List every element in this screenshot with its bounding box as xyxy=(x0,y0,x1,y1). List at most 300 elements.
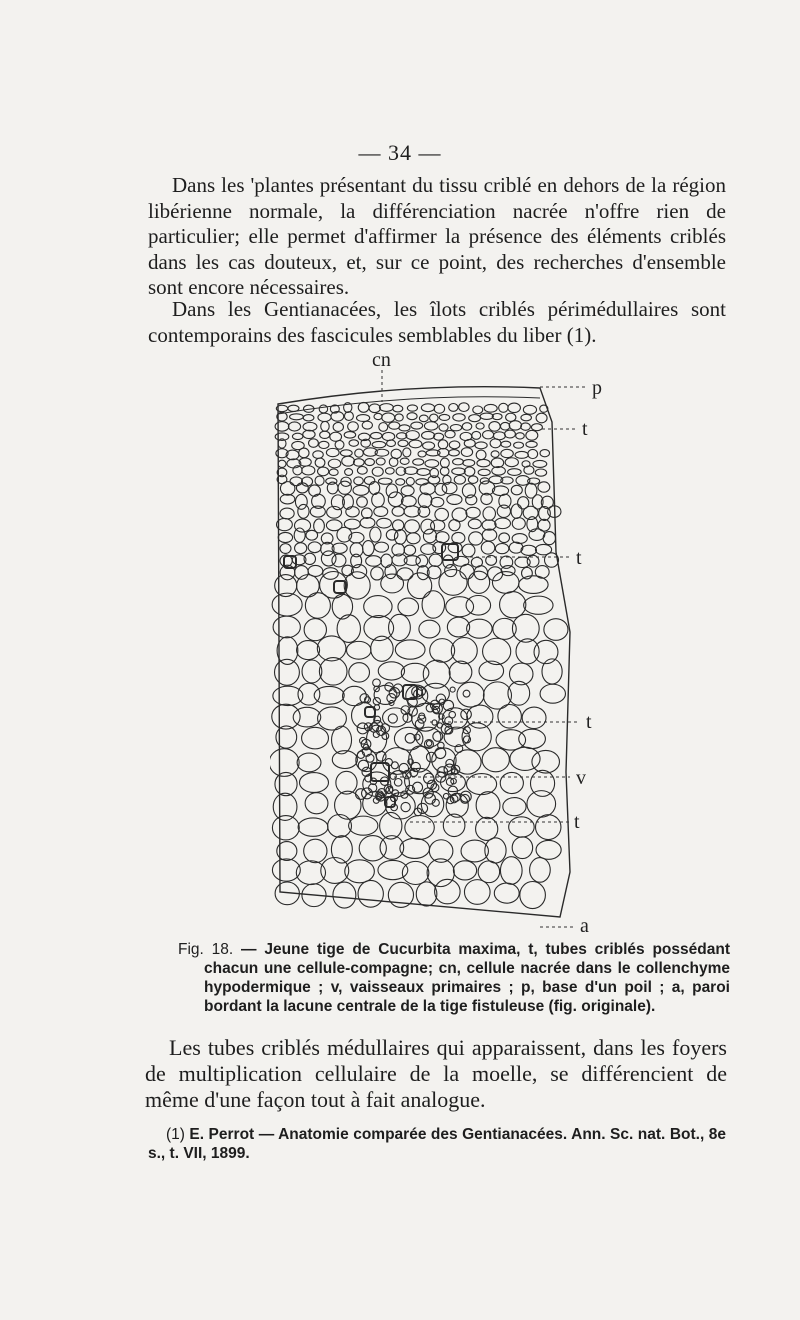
cell xyxy=(372,441,386,447)
cell xyxy=(443,555,454,568)
cell xyxy=(378,662,404,680)
cell xyxy=(454,750,481,774)
cell xyxy=(460,791,471,802)
cell xyxy=(468,519,481,529)
cell xyxy=(516,433,525,439)
cell xyxy=(475,442,487,449)
cell xyxy=(464,439,475,447)
cell xyxy=(483,507,495,520)
cell xyxy=(498,704,522,728)
cell xyxy=(430,414,439,422)
cell xyxy=(418,451,426,457)
cell xyxy=(329,469,338,476)
cell xyxy=(403,448,411,457)
cell xyxy=(482,529,497,541)
cell xyxy=(413,459,424,465)
cell xyxy=(419,620,440,638)
cell xyxy=(521,545,537,555)
cell xyxy=(452,468,466,475)
cell xyxy=(450,687,455,692)
cell xyxy=(298,504,309,518)
cell xyxy=(435,748,446,759)
cell xyxy=(290,477,302,486)
cell xyxy=(514,442,524,448)
cell xyxy=(392,507,404,517)
cell xyxy=(446,759,454,767)
cell xyxy=(523,405,536,414)
cell xyxy=(468,571,489,593)
paragraph-2: Dans les Gentianacées, les îlots criblés périmédullaires sont contemporains des fascicules semblables du liber (1). xyxy=(148,297,726,347)
cell xyxy=(389,614,411,640)
cell xyxy=(536,840,561,859)
label-t3: t xyxy=(586,711,592,733)
cell xyxy=(314,686,344,704)
cell xyxy=(304,619,326,641)
cell xyxy=(476,423,484,429)
cell xyxy=(435,508,449,520)
cell xyxy=(387,440,396,447)
cell xyxy=(434,404,444,413)
label-t2: t xyxy=(576,547,582,569)
cell xyxy=(294,528,305,542)
cell xyxy=(369,404,380,413)
cell xyxy=(381,574,404,593)
cell xyxy=(452,532,465,543)
cell xyxy=(510,747,540,770)
cell xyxy=(358,880,383,907)
cell xyxy=(421,404,434,412)
cell xyxy=(500,592,526,618)
cell xyxy=(332,554,346,567)
cell xyxy=(401,486,414,496)
cell xyxy=(305,793,328,814)
cell xyxy=(450,425,461,431)
cell xyxy=(416,555,428,567)
cell xyxy=(319,441,329,448)
cell xyxy=(449,450,460,456)
cell xyxy=(484,404,497,412)
cell xyxy=(382,432,394,440)
cell xyxy=(532,750,560,773)
cell xyxy=(478,861,500,883)
cell xyxy=(530,858,551,883)
cell xyxy=(449,661,472,683)
cell xyxy=(338,481,351,494)
cell xyxy=(333,422,343,431)
cell xyxy=(328,815,352,838)
cell xyxy=(434,433,444,440)
cell xyxy=(372,467,383,476)
cell xyxy=(366,556,382,567)
label-p: p xyxy=(592,377,602,399)
cell xyxy=(288,422,300,431)
cell xyxy=(347,641,371,659)
cell xyxy=(297,641,320,660)
cell xyxy=(521,414,532,420)
figure-caption xyxy=(178,940,730,1016)
cell xyxy=(377,518,392,528)
cell xyxy=(527,791,556,818)
label-t1: t xyxy=(582,418,588,440)
cell xyxy=(336,771,357,794)
cell xyxy=(326,448,339,456)
cell xyxy=(370,432,381,438)
cell xyxy=(524,466,534,474)
caption-text: — Jeune tige de Cucurbita maxima, t, tubes criblés possédant chacun une cellule-compagne; cn, cellule nacrée dans le collenchyme hypodermique ; v, vaisseaux primaires ; p, base d'un poil ; a, paroi bordant la lacune centrale de la tige fistuleuse (fig. originale). xyxy=(204,941,730,1015)
cell xyxy=(472,431,481,439)
cell xyxy=(400,458,409,464)
footnote xyxy=(148,1125,726,1163)
cell xyxy=(320,431,330,438)
cell xyxy=(376,458,385,465)
cell xyxy=(457,682,484,707)
cell xyxy=(370,527,381,542)
cell xyxy=(474,566,487,580)
label-cn: cn xyxy=(372,352,391,371)
cell xyxy=(355,449,364,457)
cell xyxy=(453,861,476,880)
label-t4: t xyxy=(574,811,580,833)
cell xyxy=(418,493,432,508)
cell xyxy=(349,816,378,835)
cell xyxy=(345,469,353,476)
cell xyxy=(426,741,431,746)
cell xyxy=(299,448,309,458)
cell xyxy=(319,658,347,686)
cell xyxy=(372,493,385,507)
cell xyxy=(432,720,437,725)
cell xyxy=(483,431,494,439)
cell xyxy=(359,836,386,861)
cell xyxy=(395,640,425,659)
cell xyxy=(500,556,513,568)
cell xyxy=(500,422,509,430)
cell xyxy=(461,448,472,457)
cell xyxy=(400,838,430,858)
cell xyxy=(371,567,384,580)
paragraph-1: Dans les 'plantes présentant du tissu criblé en dehors de la région libérienne normale, la différenciation nacrée n'offre rien de particulier; elle permet d'affirmer la présence des éléments criblés dans les cas douteux, et, sur ce point, des recherches d'ensemble sont encore nécessaires. xyxy=(148,173,726,299)
cell xyxy=(280,482,294,496)
cell xyxy=(389,422,400,429)
cell xyxy=(310,506,325,517)
cell xyxy=(425,460,439,468)
cell xyxy=(315,476,324,485)
cell xyxy=(481,541,495,554)
cell xyxy=(455,745,463,753)
cell xyxy=(489,422,500,432)
cell xyxy=(277,637,298,665)
cell xyxy=(392,520,403,531)
cell xyxy=(306,530,318,540)
cell xyxy=(304,839,327,863)
cell xyxy=(273,616,300,638)
cell xyxy=(382,413,395,422)
cell xyxy=(467,619,493,638)
cell xyxy=(509,421,521,430)
cell xyxy=(379,404,393,412)
cell xyxy=(328,459,340,468)
cell xyxy=(303,415,314,421)
caption-label: Fig. 18. xyxy=(178,941,234,958)
figure-stem-cross-section xyxy=(270,352,630,932)
cell xyxy=(398,440,408,446)
cell xyxy=(386,484,397,498)
cell xyxy=(466,596,491,616)
cell xyxy=(332,726,352,754)
cell xyxy=(522,707,546,728)
cell xyxy=(416,479,429,485)
cell xyxy=(515,451,528,458)
cell xyxy=(526,430,538,440)
cell xyxy=(396,479,405,485)
cell xyxy=(422,431,435,439)
cell xyxy=(379,423,388,432)
cell xyxy=(295,494,307,509)
cell xyxy=(499,533,510,543)
cell xyxy=(308,542,321,553)
cell xyxy=(460,564,474,579)
cell xyxy=(528,449,538,458)
cell xyxy=(395,414,403,421)
cell xyxy=(364,477,374,485)
cell xyxy=(335,440,344,449)
cell xyxy=(545,553,559,567)
cell xyxy=(522,567,533,579)
cell xyxy=(290,414,304,420)
cell xyxy=(506,413,516,421)
cell xyxy=(402,861,428,884)
cell xyxy=(278,460,286,467)
cell xyxy=(319,405,327,413)
cell xyxy=(318,467,329,476)
cell xyxy=(388,882,413,907)
cell xyxy=(520,882,546,909)
cell xyxy=(536,413,547,423)
cell xyxy=(463,690,470,697)
cell xyxy=(462,423,472,431)
cell xyxy=(407,533,420,544)
cell xyxy=(361,508,372,518)
cell xyxy=(344,412,353,421)
cell xyxy=(463,460,475,467)
cell xyxy=(398,598,419,616)
cell xyxy=(543,532,555,545)
cell xyxy=(272,704,300,729)
cell xyxy=(365,707,375,717)
cell xyxy=(399,425,410,431)
cell xyxy=(321,551,336,566)
cell xyxy=(540,684,565,703)
cell xyxy=(358,402,369,412)
cell xyxy=(431,497,444,507)
cell xyxy=(503,798,526,816)
cell xyxy=(464,467,474,476)
cell xyxy=(526,441,537,447)
cell xyxy=(419,415,428,422)
cell xyxy=(436,532,449,543)
cell xyxy=(512,518,525,530)
cell xyxy=(315,458,325,467)
cell xyxy=(444,727,469,746)
cell xyxy=(461,709,472,720)
cell xyxy=(494,883,519,903)
cell xyxy=(439,424,448,431)
cell xyxy=(495,543,508,553)
cell xyxy=(278,532,292,542)
cell xyxy=(303,422,317,431)
cell xyxy=(323,568,339,580)
cell xyxy=(497,505,510,517)
cell xyxy=(446,597,474,617)
footnote-marker: (1) xyxy=(166,1126,185,1143)
cell xyxy=(293,707,321,727)
cell xyxy=(298,683,320,705)
cell xyxy=(478,469,490,475)
cell xyxy=(429,554,442,566)
cell xyxy=(389,458,398,467)
cell xyxy=(469,415,481,422)
cell xyxy=(505,458,518,467)
cell xyxy=(288,405,299,411)
cell xyxy=(406,431,420,440)
cell xyxy=(302,727,329,749)
cell xyxy=(524,596,553,614)
cell xyxy=(407,413,417,420)
cell xyxy=(466,495,477,505)
cell xyxy=(342,456,355,466)
cell xyxy=(407,405,417,411)
cell xyxy=(344,432,356,439)
cell xyxy=(440,773,465,791)
cell xyxy=(511,504,522,518)
cell xyxy=(376,751,386,761)
cell xyxy=(427,859,454,887)
cell xyxy=(393,405,403,412)
cell xyxy=(349,440,358,446)
cell xyxy=(500,857,522,885)
cell xyxy=(476,450,486,460)
cell xyxy=(449,441,460,449)
cell xyxy=(466,507,480,518)
cell xyxy=(464,880,490,905)
cell xyxy=(401,802,410,811)
cell xyxy=(298,818,328,836)
cell xyxy=(364,596,392,618)
cell xyxy=(416,882,437,906)
cell xyxy=(333,882,356,908)
cell xyxy=(280,508,294,519)
cell xyxy=(313,451,323,459)
cell xyxy=(536,815,561,840)
cell xyxy=(459,403,469,412)
cell xyxy=(374,542,388,552)
cell xyxy=(318,413,331,421)
cell xyxy=(447,495,462,505)
cell xyxy=(295,519,311,532)
page-number: — 34 — xyxy=(358,140,442,165)
cell xyxy=(533,460,547,467)
cell xyxy=(495,518,511,529)
cell xyxy=(499,403,508,412)
label-a: a xyxy=(580,915,589,932)
cell xyxy=(275,422,289,432)
cell xyxy=(529,529,545,541)
cell xyxy=(302,466,315,475)
cell xyxy=(511,485,522,495)
cell xyxy=(440,467,449,475)
footnote-text: E. Perrot — Anatomie comparée des Gentianacées. Ann. Sc. nat. Bot., 8e s., t. VII, 1899. xyxy=(148,1126,726,1162)
cell xyxy=(423,442,435,449)
cell xyxy=(397,568,413,580)
cell xyxy=(445,430,455,437)
cell xyxy=(422,591,444,618)
cell-drawing xyxy=(270,387,570,917)
cell xyxy=(483,638,511,664)
cell xyxy=(409,440,422,448)
cell xyxy=(404,545,416,555)
cell xyxy=(538,482,550,492)
cell xyxy=(501,449,514,457)
cell xyxy=(362,421,372,429)
cell xyxy=(321,421,329,431)
cell xyxy=(501,566,515,576)
cell xyxy=(388,714,397,723)
cell xyxy=(353,459,364,467)
cell xyxy=(512,837,532,859)
cell xyxy=(505,430,516,438)
cell xyxy=(440,458,449,468)
cell xyxy=(438,440,448,449)
cell xyxy=(411,422,423,429)
cell xyxy=(394,530,406,545)
cell xyxy=(344,572,370,599)
cell xyxy=(405,815,434,839)
cell xyxy=(405,520,420,533)
cell xyxy=(540,450,549,457)
cell xyxy=(349,663,370,682)
cell xyxy=(453,459,464,465)
cell xyxy=(407,573,431,599)
cell xyxy=(423,529,436,543)
cell xyxy=(346,507,359,517)
cell xyxy=(508,403,521,412)
cell xyxy=(490,439,501,448)
cell xyxy=(443,814,465,836)
cell xyxy=(273,793,297,820)
cell xyxy=(491,451,499,458)
cell xyxy=(374,507,388,517)
cell xyxy=(420,483,435,495)
cell xyxy=(405,733,415,743)
cell xyxy=(406,477,414,485)
cell xyxy=(435,483,447,495)
cell xyxy=(535,469,546,476)
cell xyxy=(374,413,382,419)
cell xyxy=(401,496,416,507)
cell xyxy=(360,518,375,528)
cell xyxy=(437,723,442,728)
cell xyxy=(385,565,396,579)
cell xyxy=(394,779,402,787)
cell xyxy=(292,433,302,439)
cell xyxy=(453,414,465,421)
cell xyxy=(435,879,460,903)
cell xyxy=(508,469,522,476)
cell xyxy=(272,816,299,840)
cell xyxy=(477,459,490,466)
cell xyxy=(476,817,498,840)
cell xyxy=(438,448,449,456)
